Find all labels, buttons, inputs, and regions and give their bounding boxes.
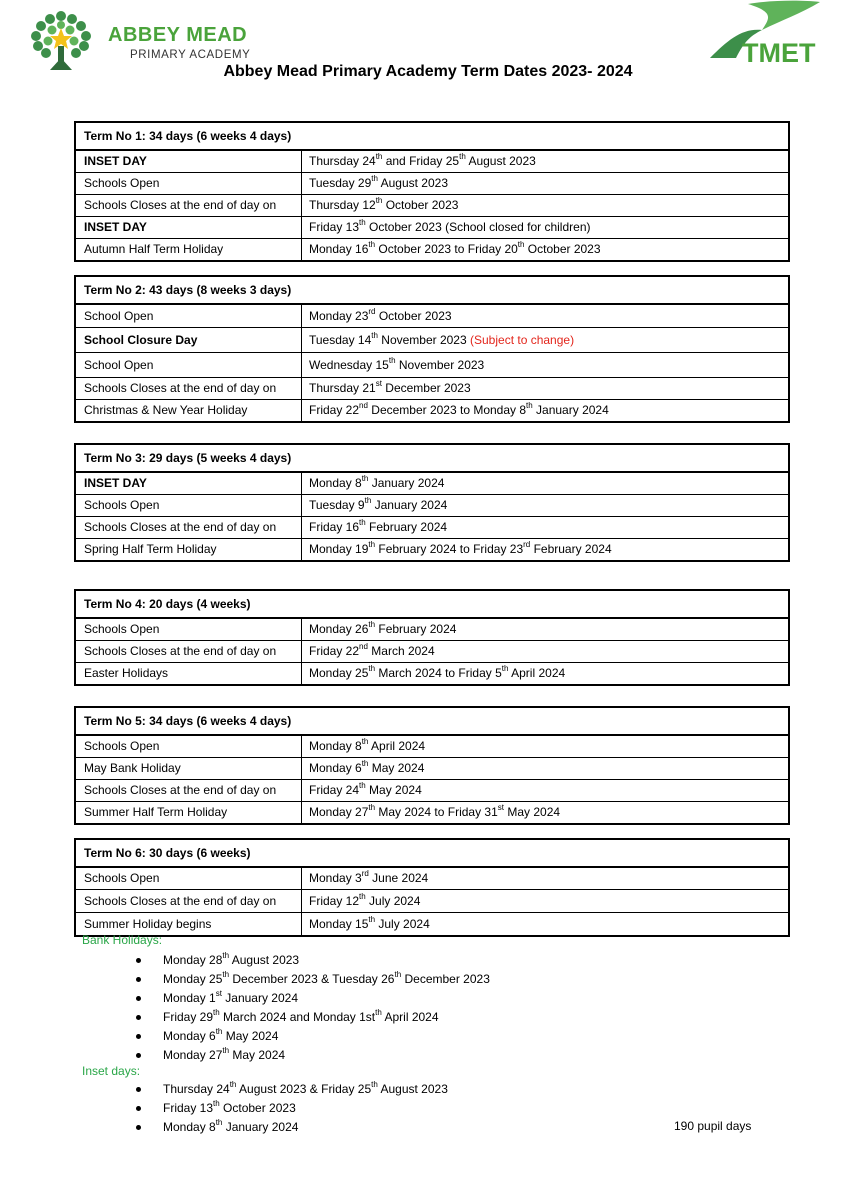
row-label: Summer Half Term Holiday: [76, 802, 302, 823]
row-date: Thursday 21st December 2023: [309, 379, 471, 395]
school-name: ABBEY MEAD: [108, 24, 248, 46]
table-row: [76, 640, 788, 662]
row-label: Spring Half Term Holiday: [76, 539, 302, 560]
table-row: [76, 473, 788, 494]
row-date: Wednesday 15th November 2023: [309, 356, 485, 372]
page-title: Abbey Mead Primary Academy Term Dates 2023- 2024: [223, 63, 633, 80]
term-heading: Term No 4: 20 days (4 weeks): [76, 591, 788, 619]
row-label: Schools Open: [76, 868, 302, 889]
row-date: Thursday 12th October 2023: [309, 196, 459, 212]
inset-days-list: [136, 1080, 448, 1137]
list-item: Monday 27th May 2024: [136, 1046, 490, 1065]
row-date: Monday 8th January 2024: [309, 474, 445, 490]
list-item: Monday 8th January 2024: [136, 1118, 448, 1137]
row-label: School Closure Day: [76, 328, 302, 352]
term-heading: Term No 6: 30 days (6 weeks): [76, 840, 788, 868]
row-date: Tuesday 14th November 2023 (Subject to change): [309, 331, 575, 347]
row-label: Schools Closes at the end of day on: [76, 195, 302, 216]
row-label: Schools Open: [76, 173, 302, 194]
row-label: Schools Open: [76, 736, 302, 757]
term-heading: Term No 5: 34 days (6 weeks 4 days): [76, 708, 788, 736]
trust-logo-text: TMET: [742, 38, 816, 66]
row-date: Monday 6th May 2024: [309, 759, 425, 775]
table-row: [76, 868, 788, 889]
row-label: INSET DAY: [76, 151, 302, 172]
table-row: [76, 305, 788, 327]
list-item: Monday 25th December 2023 & Tuesday 26th December 2023: [136, 970, 490, 989]
table-row: [76, 516, 788, 538]
row-label: May Bank Holiday: [76, 758, 302, 779]
table-row: [76, 352, 788, 377]
school-subtitle: PRIMARY ACADEMY: [130, 49, 251, 61]
row-date: Friday 12th July 2024: [309, 892, 421, 908]
term-heading: Term No 3: 29 days (5 weeks 4 days): [76, 445, 788, 473]
list-item: Friday 29th March 2024 and Monday $1st^{th}$ April 2024: [136, 1008, 490, 1027]
list-item: Monday 1st January 2024: [136, 989, 490, 1008]
row-label: Schools Open: [76, 495, 302, 516]
term-table: [74, 121, 790, 262]
table-row: [76, 238, 788, 260]
pupil-days-total: 190 pupil days: [674, 1119, 752, 1133]
row-label: Autumn Half Term Holiday: [76, 239, 302, 260]
term-table: [74, 275, 790, 423]
list-item: Monday 6th May 2024: [136, 1027, 490, 1046]
row-date: Tuesday 9th January 2024: [309, 496, 448, 512]
table-row: [76, 194, 788, 216]
row-date: Tuesday 29th August 2023: [309, 174, 448, 190]
row-label: Schools Closes at the end of day on: [76, 890, 302, 912]
table-row: [76, 494, 788, 516]
table-row: [76, 619, 788, 640]
row-date: Monday 19th February 2024 to Friday 23rd February 2024: [309, 540, 612, 556]
row-date: Friday 22nd December 2023 to Monday 8th January 2024: [309, 401, 609, 417]
table-row: [76, 399, 788, 421]
term-heading: Term No 1: 34 days (6 weeks 4 days): [76, 123, 788, 151]
row-label: Schools Closes at the end of day on: [76, 780, 302, 801]
row-label: Schools Closes at the end of day on: [76, 517, 302, 538]
table-row: [76, 801, 788, 823]
row-label: Summer Holiday begins: [76, 913, 302, 935]
term-heading: Term No 2: 43 days (8 weeks 3 days): [76, 277, 788, 305]
row-date: Monday 27th May 2024 to Friday 31st May 2024: [309, 803, 561, 819]
row-label: School Open: [76, 353, 302, 377]
bank-holidays-list: [136, 951, 490, 1065]
table-row: [76, 151, 788, 172]
row-date: Monday 25th March 2024 to Friday 5th April 2024: [309, 664, 566, 680]
row-label: Schools Closes at the end of day on: [76, 378, 302, 399]
table-row: [76, 172, 788, 194]
term-table: [74, 838, 790, 937]
table-row: [76, 662, 788, 684]
table-row: [76, 912, 788, 935]
row-label: Schools Open: [76, 619, 302, 640]
list-item: Monday 28th August 2023: [136, 951, 490, 970]
row-date: Friday 24th May 2024: [309, 781, 422, 797]
term-table: [74, 443, 790, 562]
row-label: School Open: [76, 305, 302, 327]
row-label: Christmas & New Year Holiday: [76, 400, 302, 421]
table-row: [76, 757, 788, 779]
list-item: Friday 13th October 2023: [136, 1099, 448, 1118]
table-row: [76, 377, 788, 399]
row-label: INSET DAY: [76, 473, 302, 494]
bank-holidays-label: Bank Holidays:: [82, 933, 163, 947]
table-row: [76, 538, 788, 560]
row-label: Schools Closes at the end of day on: [76, 641, 302, 662]
row-label: INSET DAY: [76, 217, 302, 238]
row-date: Monday 3rd June 2024: [309, 869, 429, 885]
row-label: Easter Holidays: [76, 663, 302, 684]
row-date: Friday 22nd March 2024: [309, 642, 435, 658]
list-item: Thursday 24th August 2023 & Friday 25th August 2023: [136, 1080, 448, 1099]
table-row: [76, 216, 788, 238]
row-date: Friday 13th October 2023 (School closed for children): [309, 218, 591, 234]
row-date: Monday 15th July 2024: [309, 915, 430, 931]
table-row: [76, 736, 788, 757]
inset-days-label: Inset days:: [82, 1064, 141, 1078]
row-date: Thursday 24th and Friday 25th August 2023: [309, 152, 536, 168]
row-date: Monday 16th October 2023 to Friday 20th October 2023: [309, 240, 601, 256]
term-table: [74, 706, 790, 825]
row-date: Friday 16th February 2024: [309, 518, 448, 534]
row-date: Monday 23rd October 2023: [309, 307, 452, 323]
row-date: Monday 26th February 2024: [309, 620, 457, 636]
term-table: [74, 589, 790, 686]
table-row: [76, 779, 788, 801]
table-row: [76, 889, 788, 912]
table-row: [76, 327, 788, 352]
row-date: Monday 8th April 2024: [309, 737, 426, 753]
trust-logo-icon: [702, 0, 826, 66]
